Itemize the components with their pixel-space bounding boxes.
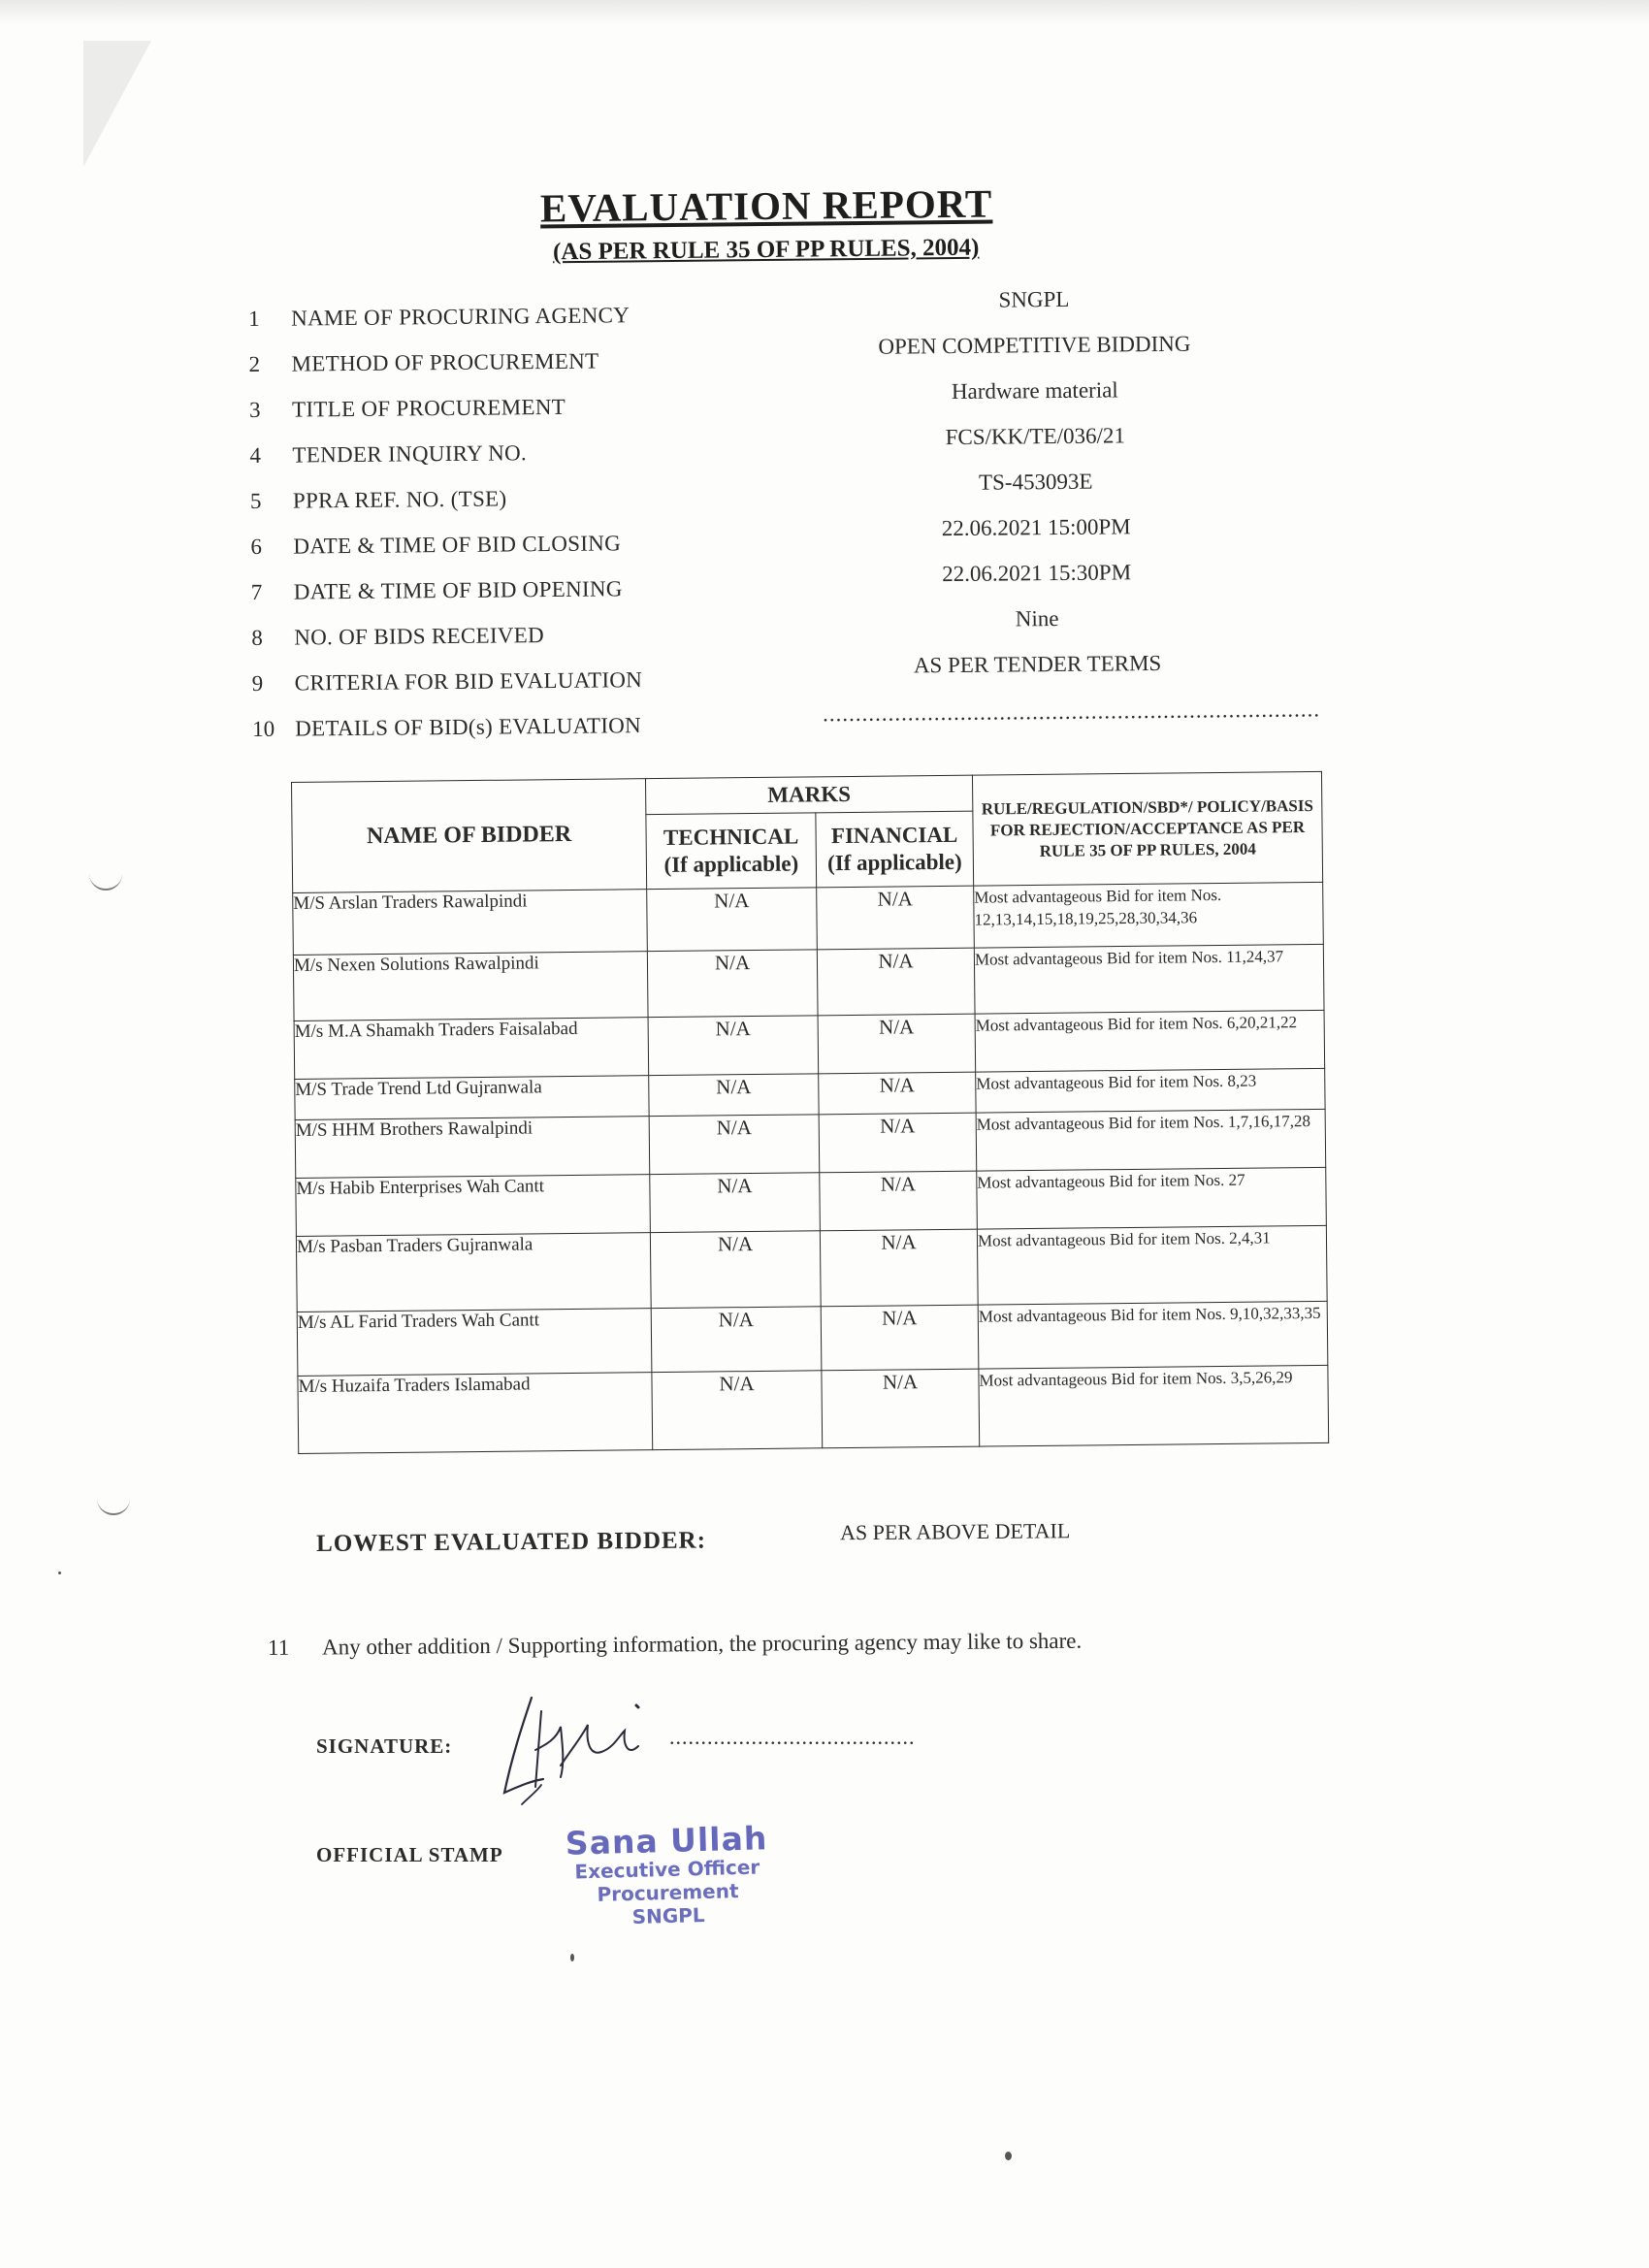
field-label: TITLE OF PROCUREMENT xyxy=(291,394,566,422)
field-label: TENDER INQUIRY NO. xyxy=(292,440,528,468)
basis-cell: Most advantageous Bid for item Nos. 12,13,14,15,18,19,25,28,30,34,36 xyxy=(974,882,1324,948)
field-label: DATE & TIME OF BID OPENING xyxy=(293,576,623,604)
bidder-name-cell: M/s Huzaifa Traders Islamabad xyxy=(298,1373,653,1454)
field-number: 8 xyxy=(251,625,263,650)
technical-marks-cell: N/A xyxy=(650,1173,821,1233)
speck xyxy=(58,1571,61,1574)
basis-cell: Most advantageous Bid for item Nos. 1,7,16,17,28 xyxy=(976,1109,1326,1171)
technical-marks-cell: N/A xyxy=(648,1016,819,1076)
signature-label: SIGNATURE: xyxy=(316,1734,453,1758)
stamp-organization: SNGPL xyxy=(631,1903,705,1928)
basis-cell: Most advantageous Bid for item Nos. 8,23 xyxy=(976,1068,1325,1113)
header-rule-basis: RULE/REGULATION/SBD*/ POLICY/BASIS FOR REJECTION/ACCEPTANCE AS PER RULE 35 OF PP RULES, 2004 xyxy=(972,771,1322,886)
bidder-name-cell: M/s M.A Shamakh Traders Faisalabad xyxy=(294,1018,649,1080)
folded-corner xyxy=(83,41,151,167)
stamp-title: Executive Officer Procurement xyxy=(574,1855,760,1906)
field-value: AS PER TENDER TERMS xyxy=(913,650,1162,678)
basis-cell: Most advantageous Bid for item Nos. 11,24,37 xyxy=(974,944,1324,1014)
field-value: FCS/KK/TE/036/21 xyxy=(945,423,1126,450)
scan-shadow xyxy=(0,0,1649,25)
table-row xyxy=(293,944,1324,1021)
field-label: DETAILS OF BID(s) EVALUATION xyxy=(295,713,642,741)
bidder-name-cell: M/s Habib Enterprises Wah Cantt xyxy=(296,1175,651,1237)
report-title: EVALUATION REPORT xyxy=(539,180,993,231)
technical-marks-cell: N/A xyxy=(647,950,818,1018)
field-label: NAME OF PROCURING AGENCY xyxy=(290,303,630,331)
table-row xyxy=(295,1109,1326,1178)
financial-marks-cell: N/A xyxy=(818,1014,976,1074)
financial-marks-cell: N/A xyxy=(819,1072,976,1115)
lowest-bidder-value: AS PER ABOVE DETAIL xyxy=(839,1518,1071,1545)
report-subtitle: (AS PER RULE 35 OF PP RULES, 2004) xyxy=(553,234,980,266)
lowest-evaluated-bidder xyxy=(316,1518,1189,1557)
table-row xyxy=(296,1167,1327,1236)
financial-marks-cell: N/A xyxy=(817,948,975,1016)
signature-line: ....................................... xyxy=(669,1725,916,1749)
technical-marks-cell: N/A xyxy=(652,1371,823,1450)
table-row xyxy=(296,1225,1327,1312)
field-number: 9 xyxy=(251,670,264,696)
bidder-name-cell: M/s AL Farid Traders Wah Cantt xyxy=(297,1309,652,1377)
header-technical xyxy=(646,813,817,890)
field-number: 7 xyxy=(250,579,263,604)
field-value: 22.06.2021 15:30PM xyxy=(942,560,1132,587)
basis-cell: Most advantageous Bid for item Nos. 27 xyxy=(977,1167,1327,1229)
lowest-bidder-label: LOWEST EVALUATED BIDDER: xyxy=(316,1527,707,1557)
bidder-name-cell: M/S Arslan Traders Rawalpindi xyxy=(293,890,648,956)
speck xyxy=(570,1954,574,1961)
field-label: CRITERIA FOR BID EVALUATION xyxy=(294,667,643,696)
field-value: Hardware material xyxy=(951,377,1118,405)
header-marks: MARKS xyxy=(645,775,972,815)
procurement-fields xyxy=(248,286,1321,762)
technical-marks-cell: N/A xyxy=(649,1074,819,1117)
supporting-number: 11 xyxy=(268,1635,290,1660)
field-row xyxy=(252,697,1321,762)
field-label: DATE & TIME OF BID CLOSING xyxy=(293,531,622,559)
field-number: 2 xyxy=(248,351,261,376)
handwritten-signature xyxy=(493,1688,658,1824)
bidder-name-cell: M/s Pasban Traders Gujranwala xyxy=(296,1233,651,1312)
technical-marks-cell: N/A xyxy=(651,1307,822,1373)
header-financial-note: (If applicable) xyxy=(826,849,962,876)
bid-evaluation-table xyxy=(291,771,1329,1454)
bid-evaluation-table-wrap xyxy=(291,771,1329,1454)
table-row xyxy=(298,1365,1329,1453)
punch-hole-mark xyxy=(89,871,122,891)
financial-marks-cell: N/A xyxy=(820,1171,978,1231)
header-financial-label: FINANCIAL xyxy=(830,822,958,849)
official-stamp-label: OFFICIAL STAMP xyxy=(316,1843,503,1866)
financial-marks-cell: N/A xyxy=(821,1305,979,1371)
bid-rows xyxy=(293,882,1329,1453)
punch-hole-mark xyxy=(97,1496,130,1515)
basis-cell: Most advantageous Bid for item Nos. 2,4,31 xyxy=(977,1225,1327,1305)
bidder-name-cell: M/S Trade Trend Ltd Gujranwala xyxy=(295,1076,649,1120)
financial-marks-cell: N/A xyxy=(820,1229,978,1307)
field-number: 5 xyxy=(249,488,262,513)
field-number: 1 xyxy=(248,306,260,331)
field-dotted-line: ............................................................................ xyxy=(822,697,1321,727)
bidder-name-cell: M/s Nexen Solutions Rawalpindi xyxy=(293,952,648,1021)
field-value: OPEN COMPETITIVE BIDDING xyxy=(878,331,1191,359)
field-value: Nine xyxy=(1015,605,1059,632)
basis-cell: Most advantageous Bid for item Nos. 3,5,26,29 xyxy=(979,1365,1329,1446)
supporting-text: Any other addition / Supporting information, the procuring agency may like to share. xyxy=(321,1628,1083,1660)
header-technical-note: (If applicable) xyxy=(663,851,799,877)
header-financial xyxy=(816,811,974,888)
field-value: SNGPL xyxy=(998,286,1070,312)
speck xyxy=(1005,2152,1012,2160)
field-number: 4 xyxy=(249,442,262,468)
table-row xyxy=(293,882,1324,955)
technical-marks-cell: N/A xyxy=(650,1231,821,1309)
field-value: TS-453093E xyxy=(978,469,1093,495)
header-technical-label: TECHNICAL xyxy=(663,824,799,850)
table-row xyxy=(297,1301,1328,1376)
table-row xyxy=(294,1010,1325,1079)
financial-marks-cell: N/A xyxy=(817,886,975,950)
field-value: 22.06.2021 15:00PM xyxy=(941,514,1131,541)
field-label: PPRA REF. NO. (TSE) xyxy=(292,486,507,513)
supporting-information xyxy=(268,1627,1238,1660)
report-header xyxy=(466,182,1067,264)
technical-marks-cell: N/A xyxy=(647,888,818,952)
financial-marks-cell: N/A xyxy=(819,1113,977,1173)
bidder-name-cell: M/S HHM Brothers Rawalpindi xyxy=(295,1117,650,1179)
field-number: 10 xyxy=(252,716,275,741)
field-label: NO. OF BIDS RECEIVED xyxy=(294,623,545,650)
official-stamp xyxy=(521,1818,815,1931)
stamp-name: Sana Ullah xyxy=(565,1819,768,1863)
basis-cell: Most advantageous Bid for item Nos. 6,20,21,22 xyxy=(975,1010,1325,1072)
field-label: METHOD OF PROCUREMENT xyxy=(291,348,599,376)
financial-marks-cell: N/A xyxy=(822,1369,980,1448)
field-number: 6 xyxy=(250,534,262,559)
header-name-of-bidder: NAME OF BIDDER xyxy=(292,779,647,893)
technical-marks-cell: N/A xyxy=(649,1115,820,1175)
field-number: 3 xyxy=(248,397,261,422)
basis-cell: Most advantageous Bid for item Nos. 9,10,32,33,35 xyxy=(978,1301,1328,1369)
